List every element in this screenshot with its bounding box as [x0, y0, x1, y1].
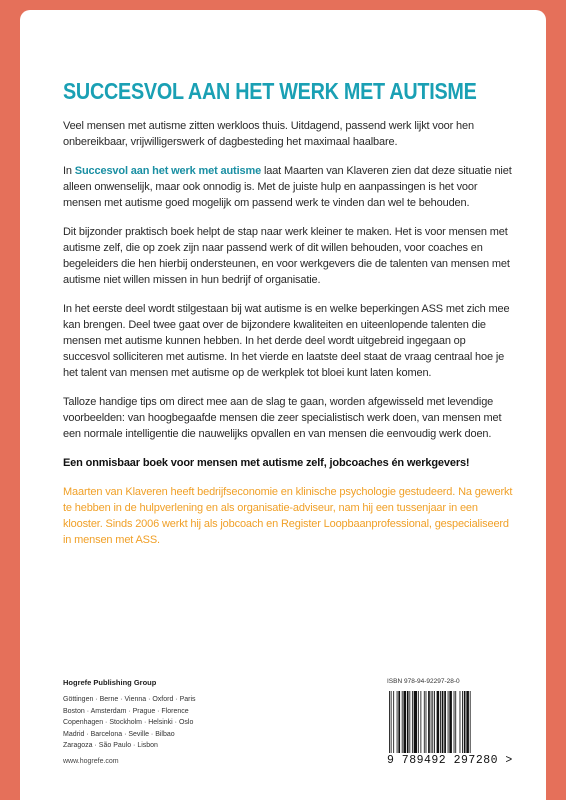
- barcode: [387, 691, 503, 753]
- city-line: Göttingen · Berne · Vienna · Oxford · Paris: [63, 696, 196, 703]
- publisher-info: [63, 678, 263, 765]
- blurb: [63, 78, 513, 561]
- intro-paragraph: Veel mensen met autisme zitten werkloos thuis. Uitdagend, passend werk lijkt voor hen onbereikbaar, vrijwilligerswerk of dagbesteding het maximaal haalbare.: [63, 120, 474, 148]
- contents-paragraph: In het eerste deel wordt stilgestaan bij wat autisme is en welke beperkingen ASS met zich mee kan brengen. Deel twee gaat over de bijzondere kwaliteiten en uiteenlopende talenten die mensen met autisme kunnen hebben. In het derde deel wordt uitgebreid ingegaan op succesvol solliciteren met autisme. In het vierde en laatste deel staat de vraag centraal hoe je het talent van mensen met autisme op de werkplek tot bloei kunt laten komen.: [63, 303, 510, 379]
- back-cover: [20, 10, 546, 800]
- summary-prefix: In: [63, 165, 75, 177]
- book-title: SUCCESVOL AAN HET WERK MET AUTISME: [63, 78, 477, 104]
- author-bio: Maarten van Klaveren heeft bedrijfseconomie en klinische psychologie gestudeerd. Na gewerkt te hebben in de hulpverlening en als organisatie-adviseur, nam hij een tussenjaar in een klooster. Sinds 2006 werkt hij als jobcoach en Register Loopbaanprofessional, gespecialiseerd in mensen met ASS.: [63, 486, 513, 546]
- publisher-name: Hogrefe Publishing Group: [63, 678, 157, 687]
- audience-paragraph: Dit bijzonder praktisch boek helpt de stap naar werk kleiner te maken. Het is voor mensen met autisme zelf, die op zoek zijn naar passend werk of dit willen behouden, voor coaches en begeleiders die hen hierbij ondersteunen, en voor werkgevers die de talenten van mensen met autisme niet willen missen in hun bedrijf of organisatie.: [63, 226, 510, 286]
- city-line: Copenhagen · Stockholm · Helsinki · Oslo: [63, 719, 194, 726]
- barcode-digits: 9 789492 297280 >: [387, 754, 513, 767]
- summary-text: laat Maarten van Klaveren zien dat deze situatie niet alleen onwenselijk, maar ook onnodig is. Met de juiste hulp en aanpassingen is het voor mensen met autisme goed mogelijk om passend werk te vinden dan wel te behouden.: [63, 165, 512, 209]
- city-line: Madrid · Barcelona · Seville · Bilbao: [63, 730, 175, 738]
- city-line: Zaragoza · São Paulo · Lisbon: [63, 742, 158, 749]
- publisher-url: www.hogrefe.com: [63, 757, 119, 765]
- city-line: Boston · Amsterdam · Prague · Florence: [63, 707, 189, 715]
- summary-paragraph: [63, 163, 513, 211]
- isbn-block: [387, 678, 512, 767]
- publisher-cities: [63, 694, 263, 752]
- tips-paragraph: Talloze handige tips om direct mee aan de slag te gaan, worden afgewisseld met levendige voorbeelden: van hoogbegaafde mensen die zeer specialistisch werk doen, van mensen met een normale intelligentie die nauwelijks opvallen en van mensen die eenvoudig werk doen.: [63, 396, 502, 440]
- claim-line: Een onmisbaar boek voor mensen met autisme zelf, jobcoaches én werkgevers!: [63, 457, 470, 469]
- isbn-label: ISBN 978-94-92297-28-0: [387, 678, 460, 685]
- book-title-inline: Succesvol aan het werk met autisme: [74, 165, 262, 177]
